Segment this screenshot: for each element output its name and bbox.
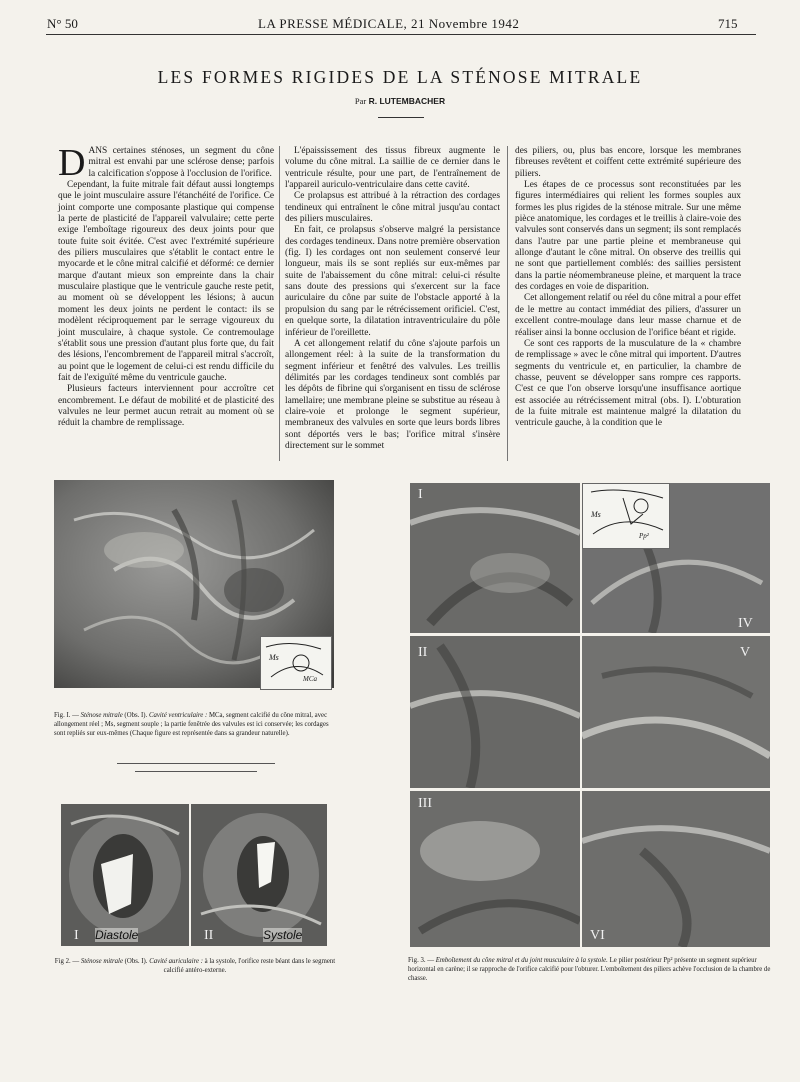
inset-label: MCa xyxy=(303,675,317,683)
header-rule xyxy=(46,34,756,35)
caption-text: MCa, segment calcifié du cône mitral, avec allongement réel ; Ms, segment souple ; la partie fenêtrée des valvules est ici conservée; les cordages sont repliés sur eux-mêmes (Chaque figure est représentée dans sa grandeur naturelle). xyxy=(54,712,329,737)
paragraph xyxy=(515,339,741,430)
paragraph-text: L'épaississement des tissus fibreux augmente le volume du cône mitral. La saillie de ce dernier dans le ventricule résulte, pour une part, de l'entraînement de l'appareil auriculo-ventriculaire dans cette cavité. xyxy=(285,146,500,191)
caption-italic: Cavité auriculaire : xyxy=(149,958,203,965)
paragraph xyxy=(285,191,500,225)
figure-3-panel-1 xyxy=(410,483,580,633)
author-prefix: Par xyxy=(354,96,367,106)
text-column-2 xyxy=(285,146,500,452)
caption-italic: Cavité ventriculaire : xyxy=(148,712,208,719)
figure-3-panel-6 xyxy=(582,791,770,947)
column-rule xyxy=(279,146,280,461)
caption-italic: Sténose mitrale xyxy=(80,712,123,719)
drop-cap: D xyxy=(58,142,86,184)
figure-2-panel-diastole xyxy=(61,804,189,946)
article-author xyxy=(0,96,800,106)
panel-label: II xyxy=(204,928,214,943)
caption-text: à la systole, l'orifice reste béant dans le segment calcifié antéro-externe. xyxy=(163,958,336,974)
paragraph-text: ANS certaines sténoses, un segment du cône mitral est envahi par une sclérose dense; parfois la calcification s'oppose à l'occlusion de l'orifice. xyxy=(88,146,274,179)
paragraph xyxy=(285,146,500,191)
inset-label: Ms xyxy=(591,510,601,519)
caption-text: Le pilier postérieur Pp² présente un segment supérieur horizontal en carène; il se rapproche de l'orifice calcifié pour l'obturer. L'emboîtement des piliers achève l'occlusion de la chambre de chasse. xyxy=(408,957,771,982)
text-column-1 xyxy=(58,142,274,430)
paragraph xyxy=(515,180,741,293)
inset-label: Pp² xyxy=(639,532,649,540)
paragraph xyxy=(58,142,274,184)
text-column-3 xyxy=(515,146,741,430)
panel-label: IV xyxy=(738,616,753,631)
figure-2-caption xyxy=(54,957,336,975)
caption-lead: Fig 2. — xyxy=(54,958,81,965)
paragraph-text: Ce prolapsus est attribué à la rétraction des cordages tendineux qui entraînent le cône mitral jusqu'au contact des piliers musculaires. xyxy=(285,191,500,225)
panel-label: I xyxy=(74,928,79,943)
article-title: LES FORMES RIGIDES DE LA STÉNOSE MITRALE xyxy=(157,67,643,87)
figure-3-panel-2 xyxy=(410,636,580,788)
panel-label: V xyxy=(740,645,751,660)
paragraph-text: Cependant, la fuite mitrale fait défaut aussi longtemps que le joint musculaire assure l'étanchéité de l'orifice. Ce joint comporte une composante plastique qui compense la perte de plasticité de l'appareil valvulaire; cette perte exige l'emboîtage rigoureux des deux joints pour que toute fuite soit évitée. C'est avec l'extrémité supérieure des piliers musculaires que s'établit le contact entre le myocarde et le cône mitral calcifié et déformé: ce dernier marque d'autant mieux son empreinte dans la chair musculaire plastique que le ventricule gauche reste petit, au moment où se développent les lésions; à aucun moment les deux joints ne perdent le contact: ils se modèlent réciproquement par le serrage vigoureux du joint musculaire, à chaque systole. Ce contremoulage s'établit sous une pression d'autant plus forte que, du fait des lésions, l'encombrement de l'appareil mitral s'accroît, au point que le logement de celui-ci est rendu difficile du fait de l'exiguïté même du ventricule gauche. xyxy=(58,180,274,383)
page-number: 715 xyxy=(718,16,738,31)
separator-rule xyxy=(117,763,275,764)
panel-label: II xyxy=(418,645,428,660)
figure-3-caption xyxy=(408,956,772,983)
panel-label: I xyxy=(418,487,423,502)
paragraph-text: Plusieurs facteurs interviennent pour accroître cet encombrement. Le défaut de mobilité et de plasticité des valvules ne leur permet aucun retrait au moment où se réduit la chambre de remplissage. xyxy=(58,384,274,429)
panel-title: Diastole xyxy=(95,928,139,942)
caption-text: (Obs. I). xyxy=(122,958,150,965)
paragraph xyxy=(58,180,274,384)
paragraph-text: En fait, ce prolapsus s'observe malgré la persistance des cordages tendineux. Dans notre première observation (fig. I) les cordages ont non seulement conservé leur longueur, mais ils se sont repliés sur eux-mêmes par suite de l'abaissement du cône mitral: celui-ci résulte sans doute des pressions qui s'exercent sur la face auriculaire du cône par suite de l'obstacle apporté à la propulsion du sang par le rétrécissement orificiel. C'est, en quelque sorte, la dilatation intraventriculaire du pôle inférieur de l'oreillette. xyxy=(285,225,500,338)
issue-number: N° 50 xyxy=(47,16,78,31)
column-rule xyxy=(507,146,508,461)
paragraph-text: A cet allongement relatif du cône s'ajoute parfois un allongement réel: à la suite de la transformation du segment inférieur et fenêtré des valvules. Les treillis délimités par les cordages tendineux sont comblés par les dépôts de fibrine qui s'organisent en tissu de sclérose lamellaire; une membrane pleine se substitue au réseau à claire-voie et prolonge le segment supérieur, membraneux des valvules en sorte que leurs bords libres sont déportés vers le bas; l'orifice mitral s'insère directement sur le sommet xyxy=(285,338,500,451)
figure-3-panel-3 xyxy=(410,791,580,947)
paragraph xyxy=(515,146,741,180)
caption-lead: Fig. I. — xyxy=(54,712,81,719)
paragraph-text: Ce sont ces rapports de la musculature de la « chambre de remplissage » avec le cône mitral qui importent. D'autres segments du ventricule et, en particulier, la chambre de chasse, peuvent se développer sans rompre ces rapports. C'est ce que l'on observe lorsqu'une insuffisance aortique est associée au rétrécissement mitral (obs. I). L'obturation de la fuite mitrale est maintenue malgré la dilatation du ventricule gauche, à la condition que le xyxy=(515,338,741,429)
paragraph xyxy=(58,384,274,429)
paragraph xyxy=(285,339,500,452)
caption-italic: Emboîtement du cône mitral et du joint musculaire à la systole. xyxy=(435,957,608,964)
figure-1-caption xyxy=(54,711,336,738)
panel-label: III xyxy=(418,796,432,811)
journal-title: LA PRESSE MÉDICALE, 21 Novembre 1942 xyxy=(258,16,520,31)
inset-label: Ms xyxy=(269,653,279,662)
figure-2-panel-systole xyxy=(191,804,327,946)
separator-rule xyxy=(135,771,257,772)
paragraph xyxy=(285,225,500,338)
figure-3-inset-diagram xyxy=(582,483,670,549)
paragraph-text: Les étapes de ce processus sont reconstituées par les figures intermédiaires qui relient les formes souples aux formes les plus rigides de la sténose mitrale. Sur une même pièce anatomique, les cordages et le treillis à claire-voie des valvules sont conservés dans un segment; ils sont remplacés dans l'autre par une partie pleine et membraneuse qui allonge d'autant le cône mitral. On observe des treillis qui ne sont que partiellement comblés: des saillies persistent dans la partie néomembraneuse pleine, et marquent la trace des cordages en voie de disparition. xyxy=(515,180,741,293)
caption-lead: Fig. 3. — xyxy=(408,957,436,964)
paragraph-text: des piliers, ou, plus bas encore, lorsque les membranes fibreuses revêtent et coiffent cette extrémité supérieure des piliers. xyxy=(515,146,741,179)
figure-1-inset-diagram xyxy=(260,636,332,690)
author-rule xyxy=(378,117,424,118)
paragraph-text: Cet allongement relatif ou réel du cône mitral a pour effet de le mettre au contact immédiat des piliers, d'assurer un excellent contre-moulage dans leur masse charnue et de réaliser ainsi la bonne occlusion de l'orifice béant et rigide. xyxy=(515,293,741,338)
caption-italic: Sténose mitrale xyxy=(80,958,123,965)
panel-title: Systole xyxy=(263,928,303,942)
author-name: R. LUTEMBACHER xyxy=(368,96,446,106)
panel-label: VI xyxy=(590,928,605,943)
caption-text: (Obs. I). xyxy=(122,712,149,719)
paragraph xyxy=(515,293,741,338)
